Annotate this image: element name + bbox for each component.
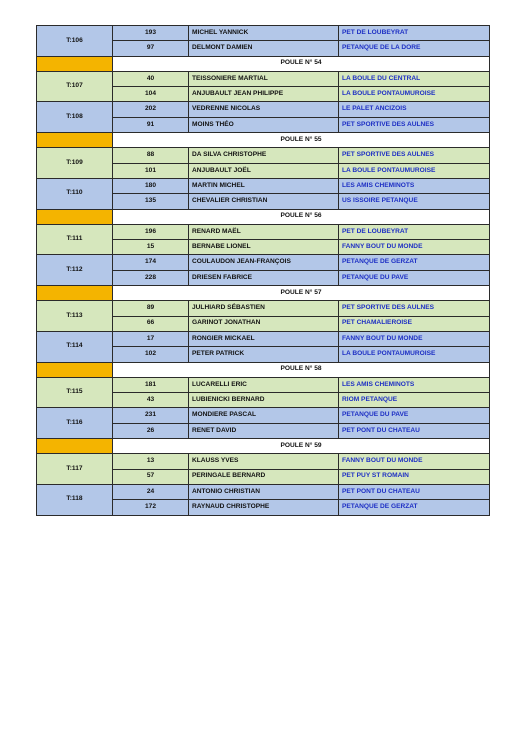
player-name: LUBIENICKI BERNARD [189, 393, 339, 408]
table-number: T:117 [37, 454, 113, 485]
player-name: GARINOT JONATHAN [189, 316, 339, 331]
club-name: LE PALET ANCIZOIS [339, 102, 490, 117]
match-row [37, 408, 490, 423]
player-number: 26 [113, 423, 189, 438]
club-name: PETANQUE DU PAVE [339, 270, 490, 285]
player-number: 196 [113, 224, 189, 239]
club-name: FANNY BOUT DU MONDE [339, 331, 490, 346]
poule-label: POULE N° 57 [113, 286, 490, 301]
player-number: 17 [113, 331, 189, 346]
table-number: T:106 [37, 26, 113, 57]
club-name: PET SPORTIVE DES AULNES [339, 117, 490, 132]
player-name: MARTIN MICHEL [189, 178, 339, 193]
table-number: T:114 [37, 331, 113, 362]
player-name: PETER PATRICK [189, 347, 339, 362]
table-number: T:115 [37, 377, 113, 408]
player-number: 102 [113, 347, 189, 362]
player-number: 172 [113, 500, 189, 515]
club-name: US ISSOIRE PETANQUE [339, 194, 490, 209]
player-number: 15 [113, 240, 189, 255]
club-name: LA BOULE PONTAUMUROISE [339, 347, 490, 362]
poule-label: POULE N° 59 [113, 439, 490, 454]
player-name: KLAUSS YVES [189, 454, 339, 469]
player-name: PERINGALE BERNARD [189, 469, 339, 484]
match-row [37, 255, 490, 270]
poule-header-row [37, 362, 490, 377]
table-number: T:111 [37, 224, 113, 255]
player-name: CHEVALIER CHRISTIAN [189, 194, 339, 209]
player-number: 193 [113, 26, 189, 41]
player-number: 231 [113, 408, 189, 423]
match-row [37, 377, 490, 392]
club-name: LA BOULE PONTAUMUROISE [339, 87, 490, 102]
player-number: 202 [113, 102, 189, 117]
player-number: 180 [113, 178, 189, 193]
poule-label: POULE N° 56 [113, 209, 490, 224]
table-number: T:108 [37, 102, 113, 133]
player-name: RAYNAUD CHRISTOPHE [189, 500, 339, 515]
club-name: FANNY BOUT DU MONDE [339, 454, 490, 469]
player-number: 24 [113, 484, 189, 499]
club-name: PET DE LOUBEYRAT [339, 224, 490, 239]
match-row [37, 301, 490, 316]
player-number: 97 [113, 41, 189, 56]
player-number: 91 [113, 117, 189, 132]
player-number: 104 [113, 87, 189, 102]
poule-header-row [37, 209, 490, 224]
player-name: TEISSONIERE MARTIAL [189, 71, 339, 86]
club-name: PET CHAMALIEROISE [339, 316, 490, 331]
match-row [37, 71, 490, 86]
player-name: LUCARELLI ERIC [189, 377, 339, 392]
club-name: FANNY BOUT DU MONDE [339, 240, 490, 255]
poule-marker [37, 133, 113, 148]
player-number: 66 [113, 316, 189, 331]
club-name: LES AMIS CHEMINOTS [339, 178, 490, 193]
player-number: 135 [113, 194, 189, 209]
match-row [37, 148, 490, 163]
table-number: T:118 [37, 484, 113, 515]
match-row [37, 102, 490, 117]
table-number: T:112 [37, 255, 113, 286]
club-name: PET PUY ST ROMAIN [339, 469, 490, 484]
player-name: MONDIERE PASCAL [189, 408, 339, 423]
player-name: MOINS THÉO [189, 117, 339, 132]
match-row [37, 484, 490, 499]
table-number: T:109 [37, 148, 113, 179]
poule-header-row [37, 56, 490, 71]
player-number: 57 [113, 469, 189, 484]
player-number: 13 [113, 454, 189, 469]
player-name: ANTONIO CHRISTIAN [189, 484, 339, 499]
player-name: DELMONT DAMIEN [189, 41, 339, 56]
poule-marker [37, 209, 113, 224]
player-name: VEDRENNE NICOLAS [189, 102, 339, 117]
player-name: BERNABE LIONEL [189, 240, 339, 255]
poule-label: POULE N° 55 [113, 133, 490, 148]
club-name: PETANQUE DE LA DORE [339, 41, 490, 56]
poule-marker [37, 286, 113, 301]
club-name: PET PONT DU CHATEAU [339, 484, 490, 499]
player-number: 174 [113, 255, 189, 270]
match-row [37, 454, 490, 469]
player-name: COULAUDON JEAN-FRANÇOIS [189, 255, 339, 270]
player-name: JULHIARD SÉBASTIEN [189, 301, 339, 316]
draw-table [36, 25, 490, 516]
player-name: ANJUBAULT JOËL [189, 163, 339, 178]
player-name: RONGIER MICKAEL [189, 331, 339, 346]
club-name: RIOM PETANQUE [339, 393, 490, 408]
club-name: PETANQUE DE GERZAT [339, 500, 490, 515]
player-name: MICHEL YANNICK [189, 26, 339, 41]
poule-marker [37, 362, 113, 377]
player-number: 43 [113, 393, 189, 408]
club-name: PET PONT DU CHATEAU [339, 423, 490, 438]
table-number: T:113 [37, 301, 113, 332]
draw-table-body [37, 26, 490, 516]
match-row [37, 178, 490, 193]
player-number: 228 [113, 270, 189, 285]
player-number: 181 [113, 377, 189, 392]
club-name: PET SPORTIVE DES AULNES [339, 301, 490, 316]
player-number: 40 [113, 71, 189, 86]
poule-marker [37, 439, 113, 454]
match-row [37, 331, 490, 346]
poule-header-row [37, 286, 490, 301]
player-name: DRIESEN FABRICE [189, 270, 339, 285]
player-name: RENARD MAËL [189, 224, 339, 239]
club-name: PET SPORTIVE DES AULNES [339, 148, 490, 163]
club-name: LA BOULE DU CENTRAL [339, 71, 490, 86]
match-row [37, 224, 490, 239]
club-name: PET DE LOUBEYRAT [339, 26, 490, 41]
player-name: ANJUBAULT JEAN PHILIPPE [189, 87, 339, 102]
player-number: 101 [113, 163, 189, 178]
table-number: T:107 [37, 71, 113, 102]
club-name: LA BOULE PONTAUMUROISE [339, 163, 490, 178]
poule-header-row [37, 133, 490, 148]
poule-header-row [37, 439, 490, 454]
player-number: 89 [113, 301, 189, 316]
table-number: T:110 [37, 178, 113, 209]
player-name: DA SILVA CHRISTOPHE [189, 148, 339, 163]
poule-label: POULE N° 58 [113, 362, 490, 377]
club-name: LES AMIS CHEMINOTS [339, 377, 490, 392]
match-row [37, 26, 490, 41]
poule-marker [37, 56, 113, 71]
player-name: RENET DAVID [189, 423, 339, 438]
player-number: 88 [113, 148, 189, 163]
poule-label: POULE N° 54 [113, 56, 490, 71]
club-name: PETANQUE DE GERZAT [339, 255, 490, 270]
table-number: T:116 [37, 408, 113, 439]
club-name: PETANQUE DU PAVE [339, 408, 490, 423]
